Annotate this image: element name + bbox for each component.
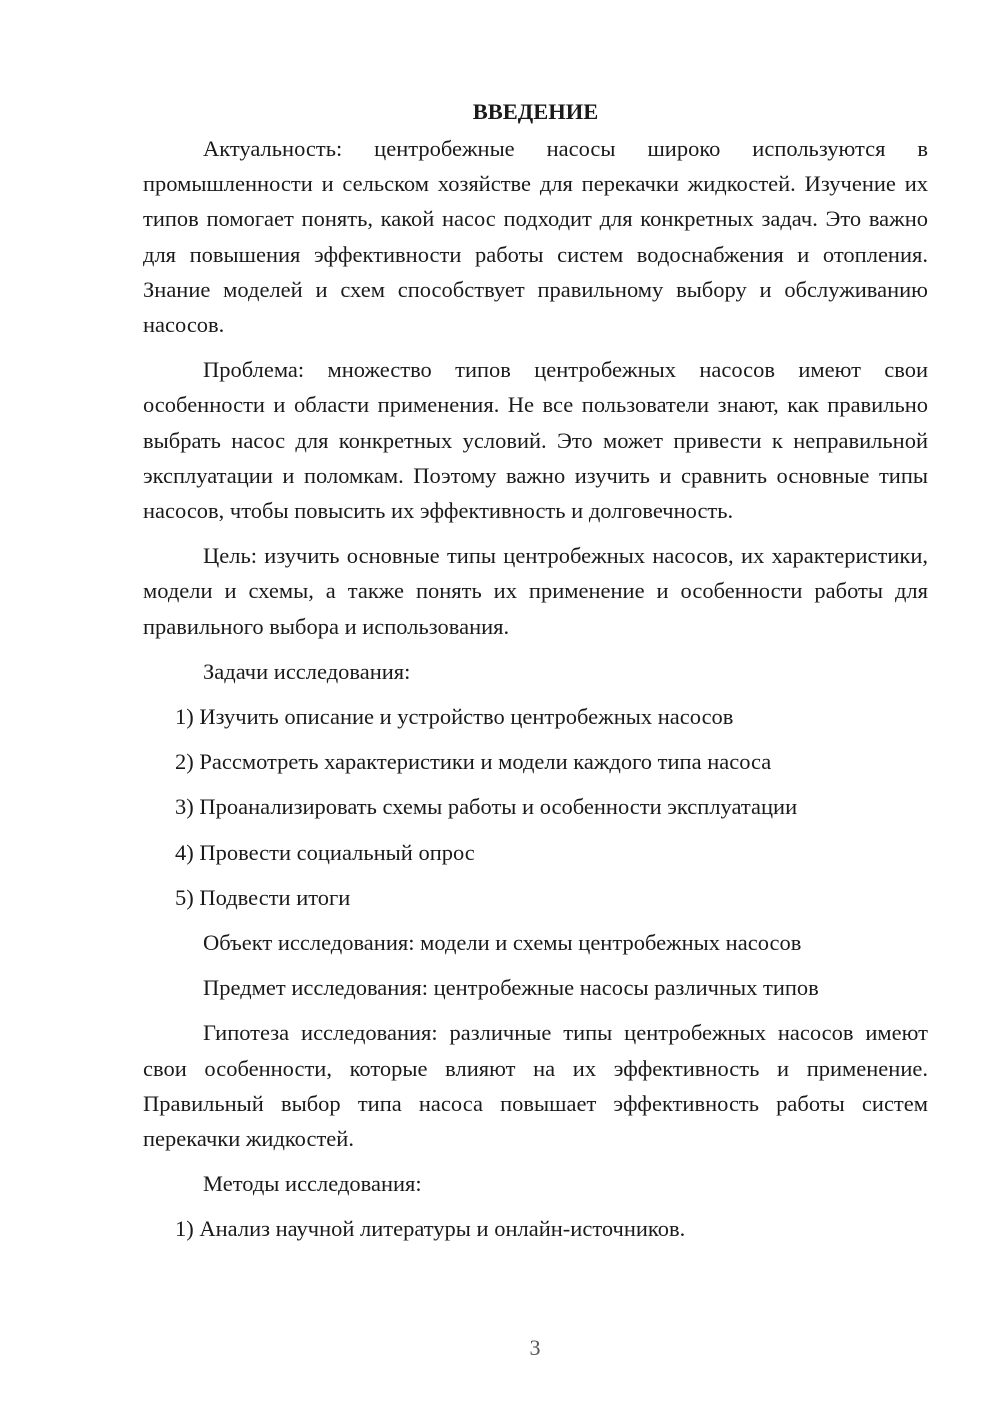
hypothesis-paragraph: Гипотеза исследования: различные типы центробежных насосов имеют свои особенности, которые влияют на их эффективность и применение. Правильный выбор типа насоса повышает эффективность работы систем перекачки жидкостей. xyxy=(143,1020,928,1152)
section-title: ВВЕДЕНИЕ xyxy=(472,99,599,124)
task-item: 2) Рассмотреть характеристики и модели каждого типа насоса xyxy=(175,749,772,775)
tasks-label: Задачи исследования: xyxy=(203,658,411,684)
task-item: 1) Изучить описание и устройство центробежных насосов xyxy=(175,704,734,730)
methods-label: Методы исследования: xyxy=(203,1171,422,1197)
goal-paragraph: Цель: изучить основные типы центробежных насосов, их характеристики, модели и схемы, а также понять их применение и особенности работы для правильного выбора и использования. xyxy=(143,543,928,639)
page-content xyxy=(143,94,928,1257)
task-item: 3) Проанализировать схемы работы и особенности эксплуатации xyxy=(175,794,798,820)
method-item: 1) Анализ научной литературы и онлайн-источников. xyxy=(175,1216,686,1242)
object-line: Объект исследования: модели и схемы центробежных насосов xyxy=(203,930,802,956)
problem-paragraph: Проблема: множество типов центробежных насосов имеют свои особенности и области применения. Не все пользователи знают, как правильно выбрать насос для конкретных условий. Это может привести к неправильной эксплуатации и поломкам. Поэтому важно изучить и сравнить основные типы насосов, чтобы повысить их эффективность и долговечность. xyxy=(143,357,928,524)
relevance-paragraph: Актуальность: центробежные насосы широко используются в промышленности и сельском хозяйстве для перекачки жидкостей. Изучение их типов помогает понять, какой насос подходит для конкретных задач. Это важно для повышения эффективности работы систем водоснабжения и отопления. Знание моделей и схем способствует правильному выбору и обслуживанию насосов. xyxy=(143,136,928,338)
subject-line: Предмет исследования: центробежные насосы различных типов xyxy=(203,975,819,1001)
task-item: 5) Подвести итоги xyxy=(175,884,351,910)
task-item: 4) Провести социальный опрос xyxy=(175,839,475,865)
page-number: 3 xyxy=(529,1335,541,1360)
